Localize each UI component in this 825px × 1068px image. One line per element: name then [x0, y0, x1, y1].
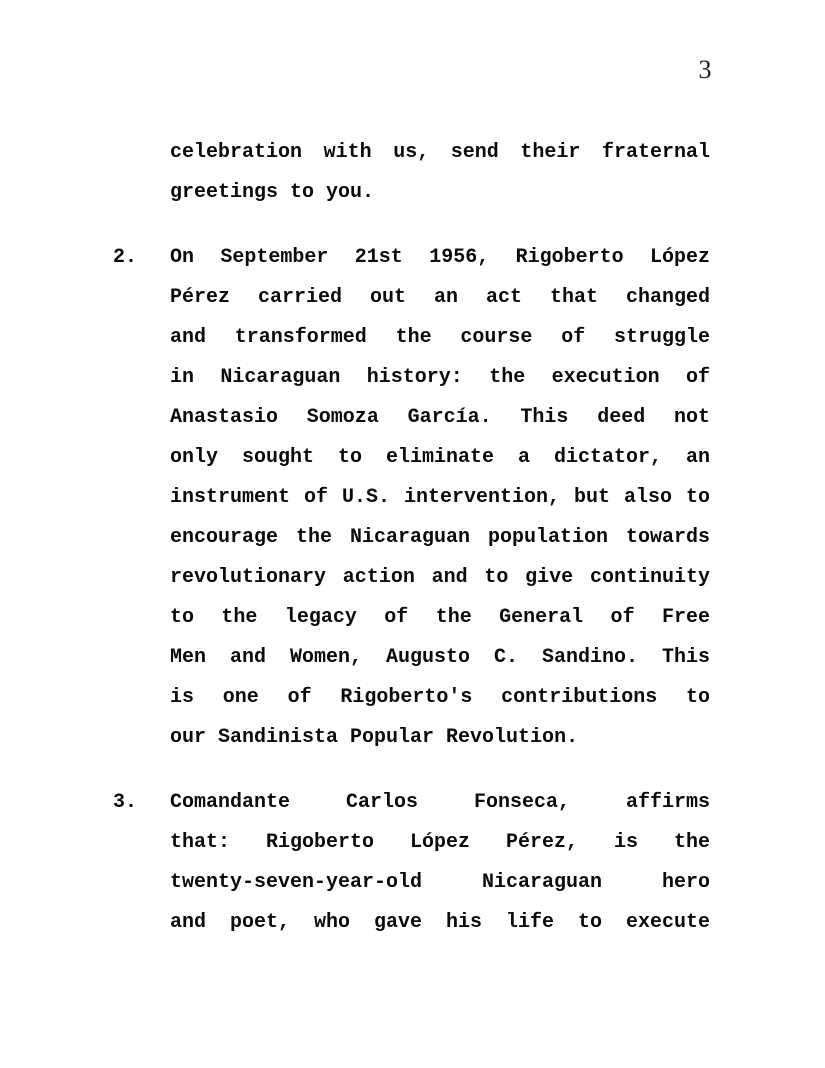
text-line: On September 21st 1956, Rigoberto López [170, 246, 710, 269]
text-line: Comandante Carlos Fonseca, affirms [170, 791, 710, 814]
paragraph-3 [113, 783, 710, 943]
text-line: greetings to you. [170, 181, 375, 204]
paragraph-text [170, 238, 710, 758]
paragraph-marker [113, 133, 170, 213]
text-line: to the legacy of the General of Free [170, 606, 710, 629]
text-line: Pérez carried out an act that changed [170, 286, 710, 309]
text-line: in Nicaraguan history: the execution of [170, 366, 710, 389]
paragraph-2 [113, 238, 710, 758]
text-line: Men and Women, Augusto C. Sandino. This [170, 646, 710, 669]
text-line: only sought to eliminate a dictator, an [170, 446, 710, 469]
paragraph-text [170, 133, 710, 213]
text-line: twenty-seven-year-old Nicaraguan hero [170, 871, 710, 894]
paragraph-marker: 2. [113, 246, 138, 269]
text-line: and poet, who gave his life to execute [170, 911, 710, 934]
paragraph-continuation [113, 133, 710, 213]
page-number: 3 [698, 55, 712, 84]
text-line: revolutionary action and to give continuity [170, 566, 710, 589]
document-body [113, 133, 710, 943]
text-line: is one of Rigoberto's contributions to [170, 686, 710, 709]
text-line: Anastasio Somoza García. This deed not [170, 406, 710, 429]
paragraph-text [170, 783, 710, 943]
paragraph-marker: 3. [113, 791, 138, 814]
text-line: celebration with us, send their fraternal [170, 141, 710, 164]
text-line: and transformed the course of struggle [170, 326, 710, 349]
text-line: encourage the Nicaraguan population towards [170, 526, 710, 549]
text-line: our Sandinista Popular Revolution. [170, 726, 579, 749]
text-line: that: Rigoberto López Pérez, is the [170, 831, 710, 854]
text-line: instrument of U.S. intervention, but also to [170, 486, 710, 509]
